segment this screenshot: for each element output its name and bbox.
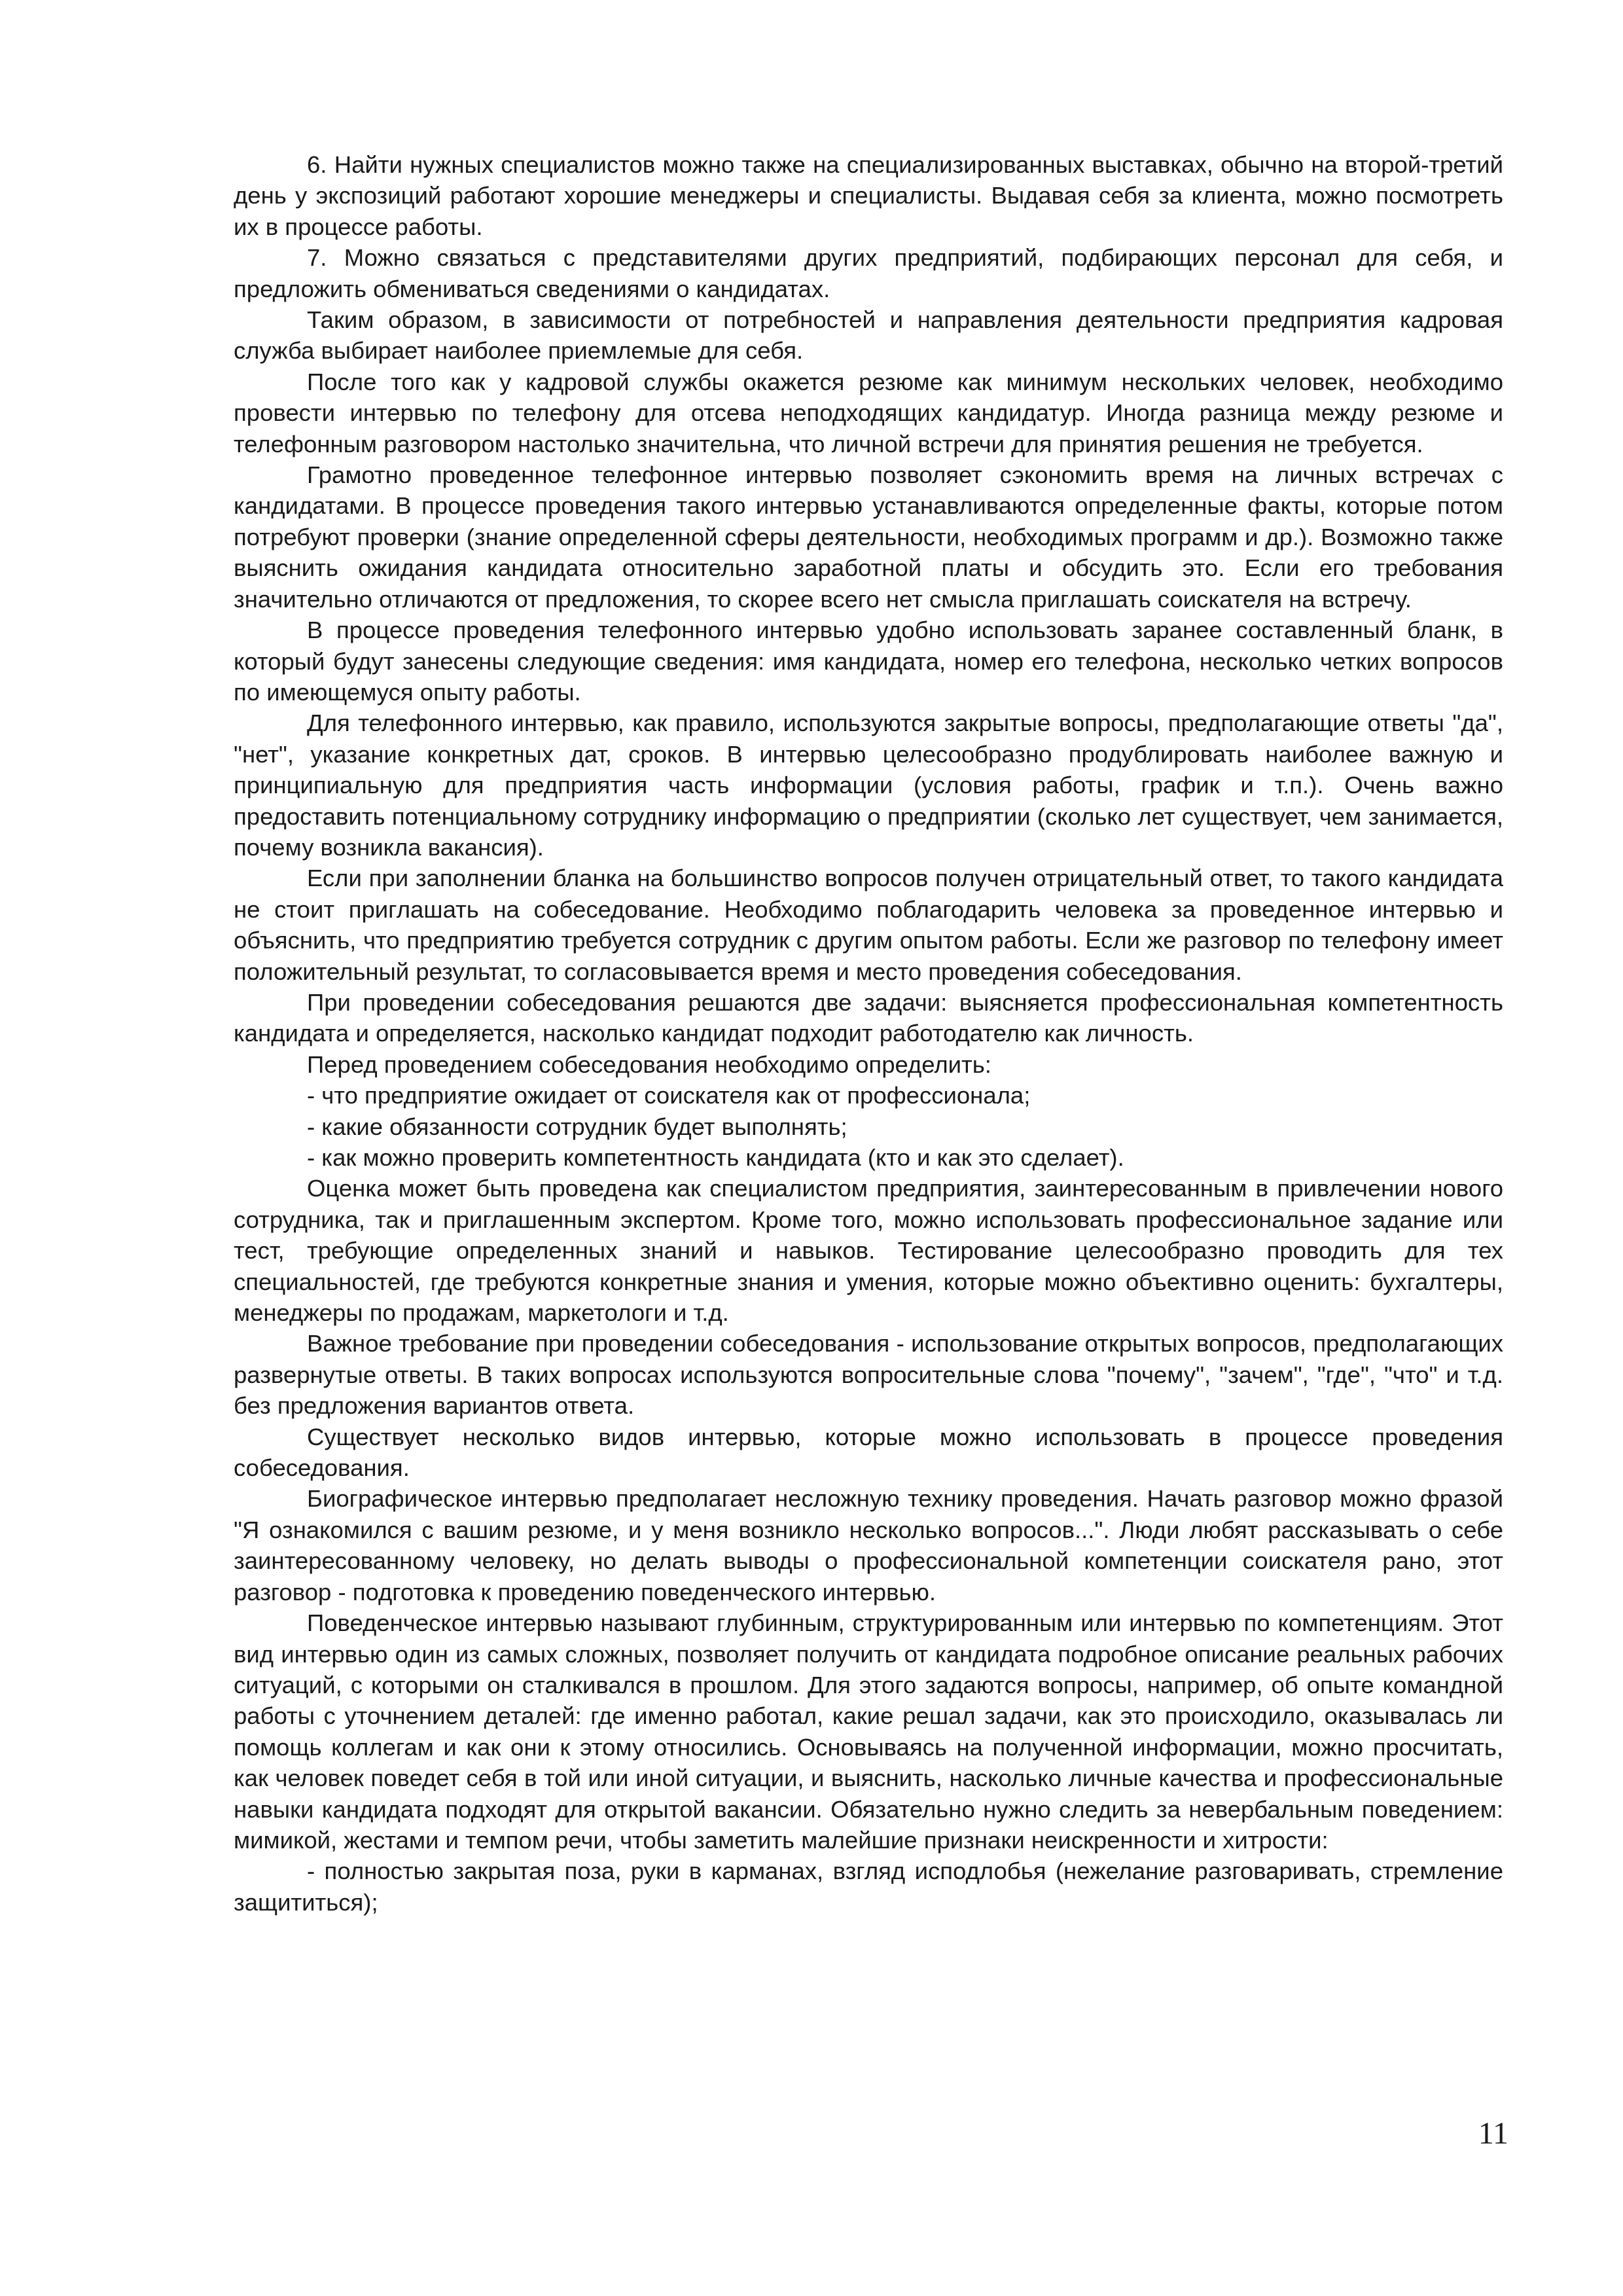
paragraph-conclusion: Таким образом, в зависимости от потребностей и направления деятельности предприятия кадровая служба выбирает наиболее приемлемые для себя. (234, 306, 1503, 365)
paragraph-item-6: 6. Найти нужных специалистов можно также на специализированных выставках, обычно на второй-третий день у экспозиций работают хорошие менеджеры и специалисты. Выдавая себя за клиента, можно посмотреть их в процессе работы. (234, 151, 1503, 240)
paragraph-phone-interview-benefits: Грамотно проведенное телефонное интервью позволяет сэкономить время на личных встречах с кандидатами. В процессе проведения такого интервью устанавливаются определенные факты, которые потом потребуют проверки (знание определенной сферы деятельности, необходимых программ и др.). Возможно также выяснить ожидания кандидата относительно заработной платы и обсудить это. Если его требования значительно отличаются от предложения, то скорее всего нет смысла приглашать соискателя на встречу. (234, 461, 1503, 613)
paragraph-item-7: 7. Можно связаться с представителями других предприятий, подбирающих персонал для себя, и предложить обмениваться сведениями о кандидатах. (234, 244, 1503, 302)
paragraph-phone-form: В процессе проведения телефонного интервью удобно использовать заранее составленный бланк, в который будут занесены следующие сведения: имя кандидата, номер его телефона, несколько четких вопросов по имеющемуся опыту работы. (234, 617, 1503, 706)
paragraph-open-questions: Важное требование при проведении собеседования - использование открытых вопросов, предполагающих развернутые ответы. В таких вопросах используются вопросительные слова "почему", "зачем", "где", "что" и т.д. без предложения вариантов ответа. (234, 1330, 1503, 1420)
list-item: - что предприятие ожидает от соискателя как от профессионала; (307, 1082, 1031, 1109)
paragraph-negative-answers: Если при заполнении бланка на большинство вопросов получен отрицательный ответ, то такого кандидата не стоит приглашать на собеседование. Необходимо поблагодарить человека за проведенное интервью и объяснить, что предприятию требуется сотрудник с другим опытом работы. Если же разговор по телефону имеет положительный результат, то согласовывается время и место проведения собеседования. (234, 865, 1503, 985)
paragraph-closed-questions: Для телефонного интервью, как правило, используются закрытые вопросы, предполагающие ответы "да", "нет", указание конкретных дат, сроков. В интервью целесообразно продублировать наиболее важную и принципиальную для предприятия часть информации (условия работы, график и т.п.). Очень важно предоставить потенциальному сотруднику информацию о предприятии (сколько лет существует, чем занимается, почему возникла вакансия). (234, 709, 1503, 861)
list-item: - как можно проверить компетентность кандидата (кто и как это сделает). (307, 1144, 1124, 1171)
bullet-closed-posture: - полностью закрытая поза, руки в карманах, взгляд исподлобья (нежелание разговаривать, стремление защититься); (234, 1857, 1503, 1916)
list-intro: Перед проведением собеседования необходимо определить: (307, 1050, 991, 1078)
body-text (234, 149, 1503, 1918)
page-number: 11 (1478, 2116, 1508, 2151)
list-item: - какие обязанности сотрудник будет выполнять; (307, 1113, 847, 1140)
paragraph-behavioral-interview: Поведенческое интервью называют глубинным, структурированным или интервью по компетенциям. Этот вид интервью один из самых сложных, позволяет получить от кандидата подробное описание реальных рабочих ситуаций, с которыми он сталкивался в прошлом. Для этого задаются вопросы, например, об опыте командной работы с уточнением деталей: где именно работал, какие решал задачи, как это происходило, оказывалась ли помощь коллегам и как они к этому относились. Основываясь на полученной информации, можно просчитать, как человек поведет себя в той или иной ситуации, и выяснить, насколько личные качества и профессиональные навыки кандидата подходят для открытой вакансии. Обязательно нужно следить за невербальным поведением: мимикой, жестами и темпом речи, чтобы заметить малейшие признаки неискренности и хитрости: (234, 1609, 1503, 1854)
paragraph-interview-types: Существует несколько видов интервью, которые можно использовать в процессе проведения собеседования. (234, 1423, 1503, 1482)
paragraph-two-tasks: При проведении собеседования решаются две задачи: выясняется профессиональная компетентность кандидата и определяется, насколько кандидат подходит работодателю как личность. (234, 988, 1503, 1047)
paragraph-biographical-interview: Биографическое интервью предполагает несложную технику проведения. Начать разговор можно фразой "Я ознакомился с вашим резюме, и у меня возникло несколько вопросов...". Люди любят рассказывать о себе заинтересованному человеку, но делать выводы о профессиональной компетенции соискателя рано, этот разговор - подготовка к проведению поведенческого интервью. (234, 1485, 1503, 1605)
paragraph-phone-screening: После того как у кадровой службы окажется резюме как минимум нескольких человек, необходимо провести интервью по телефону для отсева неподходящих кандидатур. Иногда разница между резюме и телефонным разговором настолько значительна, что личной встречи для принятия решения не требуется. (234, 368, 1503, 457)
paragraph-assessment: Оценка может быть проведена как специалистом предприятия, заинтересованным в привлечении нового сотрудника, так и приглашенным экспертом. Кроме того, можно использовать профессиональное задание или тест, требующие определенных знаний и навыков. Тестирование целесообразно проводить для тех специальностей, где требуются конкретные знания и умения, которые можно объективно оценить: бухгалтеры, менеджеры по продажам, маркетологи и т.д. (234, 1175, 1503, 1327)
